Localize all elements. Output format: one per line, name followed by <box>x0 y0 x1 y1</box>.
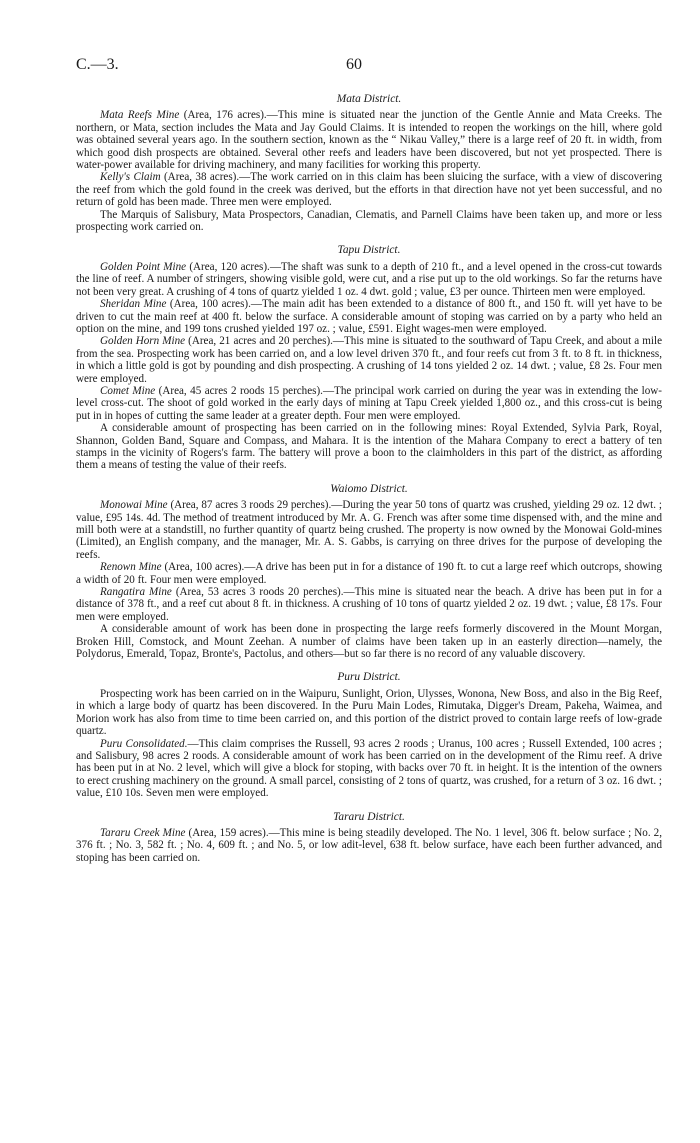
report-code: C.—3. <box>76 56 119 73</box>
paragraph-text: (Area, 100 acres).—A drive has been put in for a distance of 190 ft. to cut a large reef which outcrops, showing a width of 20 ft. Four men were employed. <box>76 561 662 586</box>
paragraph <box>76 109 662 171</box>
paragraph <box>76 738 662 800</box>
paragraph <box>76 586 662 623</box>
paragraph <box>76 422 662 472</box>
paragraph <box>76 561 662 586</box>
paragraph-text: Prospecting work has been carried on in the Waipuru, Sunlight, Orion, Ulysses, Wonona, New Boss, and also in the Big Reef, in which a large body of quartz has been discovered. In the Puru Main Lodes, Rimutaka, Digger's Dream, Pakeha, Waimea, and Morion work has also from time to time been carried on, and this portion of the district proved to contain large reefs of low-grade quartz. <box>76 687 662 738</box>
paragraph-text: (Area, 87 acres 3 roods 29 perches).—During the year 50 tons of quartz was crushed, yielding 29 oz. 12 dwt. ; value, £95 14s. 4d. The method of treatment introduced by Mr. A. G. French was after some time dispensed with, and the mine and mill both were at a standstill, no further quantity of quartz being crushed. The property is now owned by the Monowai Gold-mines (Limited), an English company, and the manager, Mr. A. S. Gabbs, is carrying on three drives for the purpose of developing the reefs. <box>76 499 662 561</box>
district-heading: Puru District. <box>337 671 401 684</box>
paragraph <box>76 688 662 738</box>
paragraph-text: (Area, 21 acres and 20 perches).—This mine is situated to the southward of Tapu Creek, and about a mile from the sea. Prospecting work has been carried on, and a low level driven 370 ft., and four reefs cut from 3 ft. to 8 ft. in thickness, in which a little gold is got by pounding and dish prospecting. A crushing of 14 tons yielded 2 oz. 14 dwt. ; value, £8 2s. Four men were employed. <box>76 335 662 385</box>
paragraph-text: (Area, 53 acres 3 roods 20 perches).—This mine is situated near the beach. A drive has been put in for a distance of 378 ft., and a reef cut about 8 ft. in thickness. A crushing of 10 tons of quartz yielded 2 oz. 19 dwt. ; value, £8 17s. Four men were employed. <box>76 586 662 623</box>
paragraph-text: (Area, 100 acres).—The main adit has been extended to a distance of 800 ft., and 150 ft. will yet have to be driven to cut the main reef at 400 ft. below the surface. A considerable amount of stoping was carried on by a party who held an option on the mine, and 199 tons crushed yielded 197 oz. ; value, £591. Eight wages-men were employed. <box>76 298 662 335</box>
mine-name: Golden Horn Mine <box>100 335 186 348</box>
mine-name: Puru Consolidated. <box>100 737 188 750</box>
paragraph <box>76 499 662 561</box>
paragraph-text: The Marquis of Salisbury, Mata Prospectors, Canadian, Clematis, and Parnell Claims have been taken up, and more or less prospecting work carried on. <box>76 208 662 234</box>
paragraph-text: (Area, 176 acres).—This mine is situated near the junction of the Gentle Annie and Mata Creeks. The northern, or Mata, section includes the Mata and Jay Gould Claims. It is intended to reopen the workings on the hill, where gold was obtained several years ago. In the southern section, known as the “ Nikau Valley,” there is a large reef of 20 ft. in width, from which good dish prospects are obtained. Several other reefs and leaders have been discovered, but not yet prospected. There is water-power available for driving machinery, and many facilities for working this property. <box>76 109 662 172</box>
mine-name: Mata Reefs Mine <box>100 109 180 122</box>
mine-name: Kelly's Claim <box>100 171 161 184</box>
mine-name: Tararu Creek Mine <box>100 826 186 839</box>
paragraph <box>76 385 662 422</box>
district-heading: Tapu District. <box>337 244 401 257</box>
page-number: 60 <box>346 56 362 73</box>
paragraph-text: —This claim comprises the Russell, 93 acres 2 roods ; Uranus, 100 acres ; Russell Extended, 100 acres ; and Salisbury, 98 acres 2 roods. A considerable amount of work has been carried on in the development of the Rimu reef. A drive has been put in at No. 2 level, which will give a block for stoping, with backs over 70 ft. in height. It is the intention of the owners to erect crushing machinery on the ground. A small parcel, consisting of 2 tons of quartz, was crushed, for a return of 3 oz. 16 dwt. ; value, £10 10s. Seven men were employed. <box>76 737 663 800</box>
district-heading: Waiomo District. <box>330 482 408 495</box>
paragraph-text: (Area, 120 acres).—The shaft was sunk to a depth of 210 ft., and a level opened in the cross-cut towards the line of reef. A number of stringers, showing visible gold, were cut, and a rise put up to the old workings. So far the returns have not been very great. A crushing of 4 tons of quartz yielded 1 oz. 4 dwt. gold ; value, £3 per ounce. Thirteen men were employed. <box>76 260 662 298</box>
document-body <box>76 93 662 864</box>
paragraph-text: A considerable amount of work has been done in prospecting the large reefs formerly discovered in the Mount Morgan, Broken Hill, Comstock, and Mount Zeehan. A number of claims have been taken up in an easterly direction—namely, the Polydorus, Emerald, Topaz, Bronte's, Pactolus, and others—but so far there is no record of any valuable discovery. <box>76 623 662 661</box>
district-heading: Tararu District. <box>333 810 405 823</box>
paragraph-text: A considerable amount of prospecting has been carried on in the following mines: Royal Extended, Sylvia Park, Royal, Shannon, Golden Band, Square and Compass, and Mahara. It is the intention of the Mahara Company to erect a battery of ten stamps in the vicinity of Rogers's farm. The battery will prove a boon to the claimholders in this part of the district, as affording them a means of testing the value of their reefs. <box>76 422 662 472</box>
page-header <box>76 56 640 80</box>
mine-name: Sheridan Mine <box>100 298 167 311</box>
paragraph <box>76 261 662 298</box>
paragraph <box>76 171 662 208</box>
mine-name: Monowai Mine <box>100 499 168 512</box>
paragraph <box>76 827 662 864</box>
mine-name: Comet Mine <box>100 384 156 397</box>
mine-name: Rangatira Mine <box>100 586 172 599</box>
paragraph <box>76 298 662 335</box>
mine-name: Renown Mine <box>100 561 162 574</box>
paragraph-text: (Area, 45 acres 2 roods 15 perches).—The principal work carried on during the year was in extending the low-level cross-cut. The shoot of gold worked in the early days of mining at Tapu Creek yielded 1,800 oz., and this cross-cut is being put in in hopes of cutting the same leader at a greater depth. Four men were employed. <box>76 384 662 422</box>
paragraph <box>76 335 662 385</box>
paragraph-text: (Area, 159 acres).—This mine is being steadily developed. The No. 1 level, 306 ft. below surface ; No. 2, 376 ft. ; No. 3, 582 ft. ; No. 4, 609 ft. ; and No. 5, or low adit-level, 638 ft. below surface, have each been further advanced, and stoping has been carried on. <box>76 826 663 864</box>
paragraph-text: (Area, 38 acres).—The work carried on in this claim has been sluicing the surface, with a view of discovering the reef from which the gold found in the creek was derived, but the efforts in that direction have not yet been successful, and no return of gold has been made. Three men were employed. <box>76 171 662 209</box>
district-heading: Mata District. <box>336 93 402 105</box>
mine-name: Golden Point Mine <box>100 260 187 273</box>
paragraph <box>76 623 662 660</box>
paragraph <box>76 209 662 234</box>
